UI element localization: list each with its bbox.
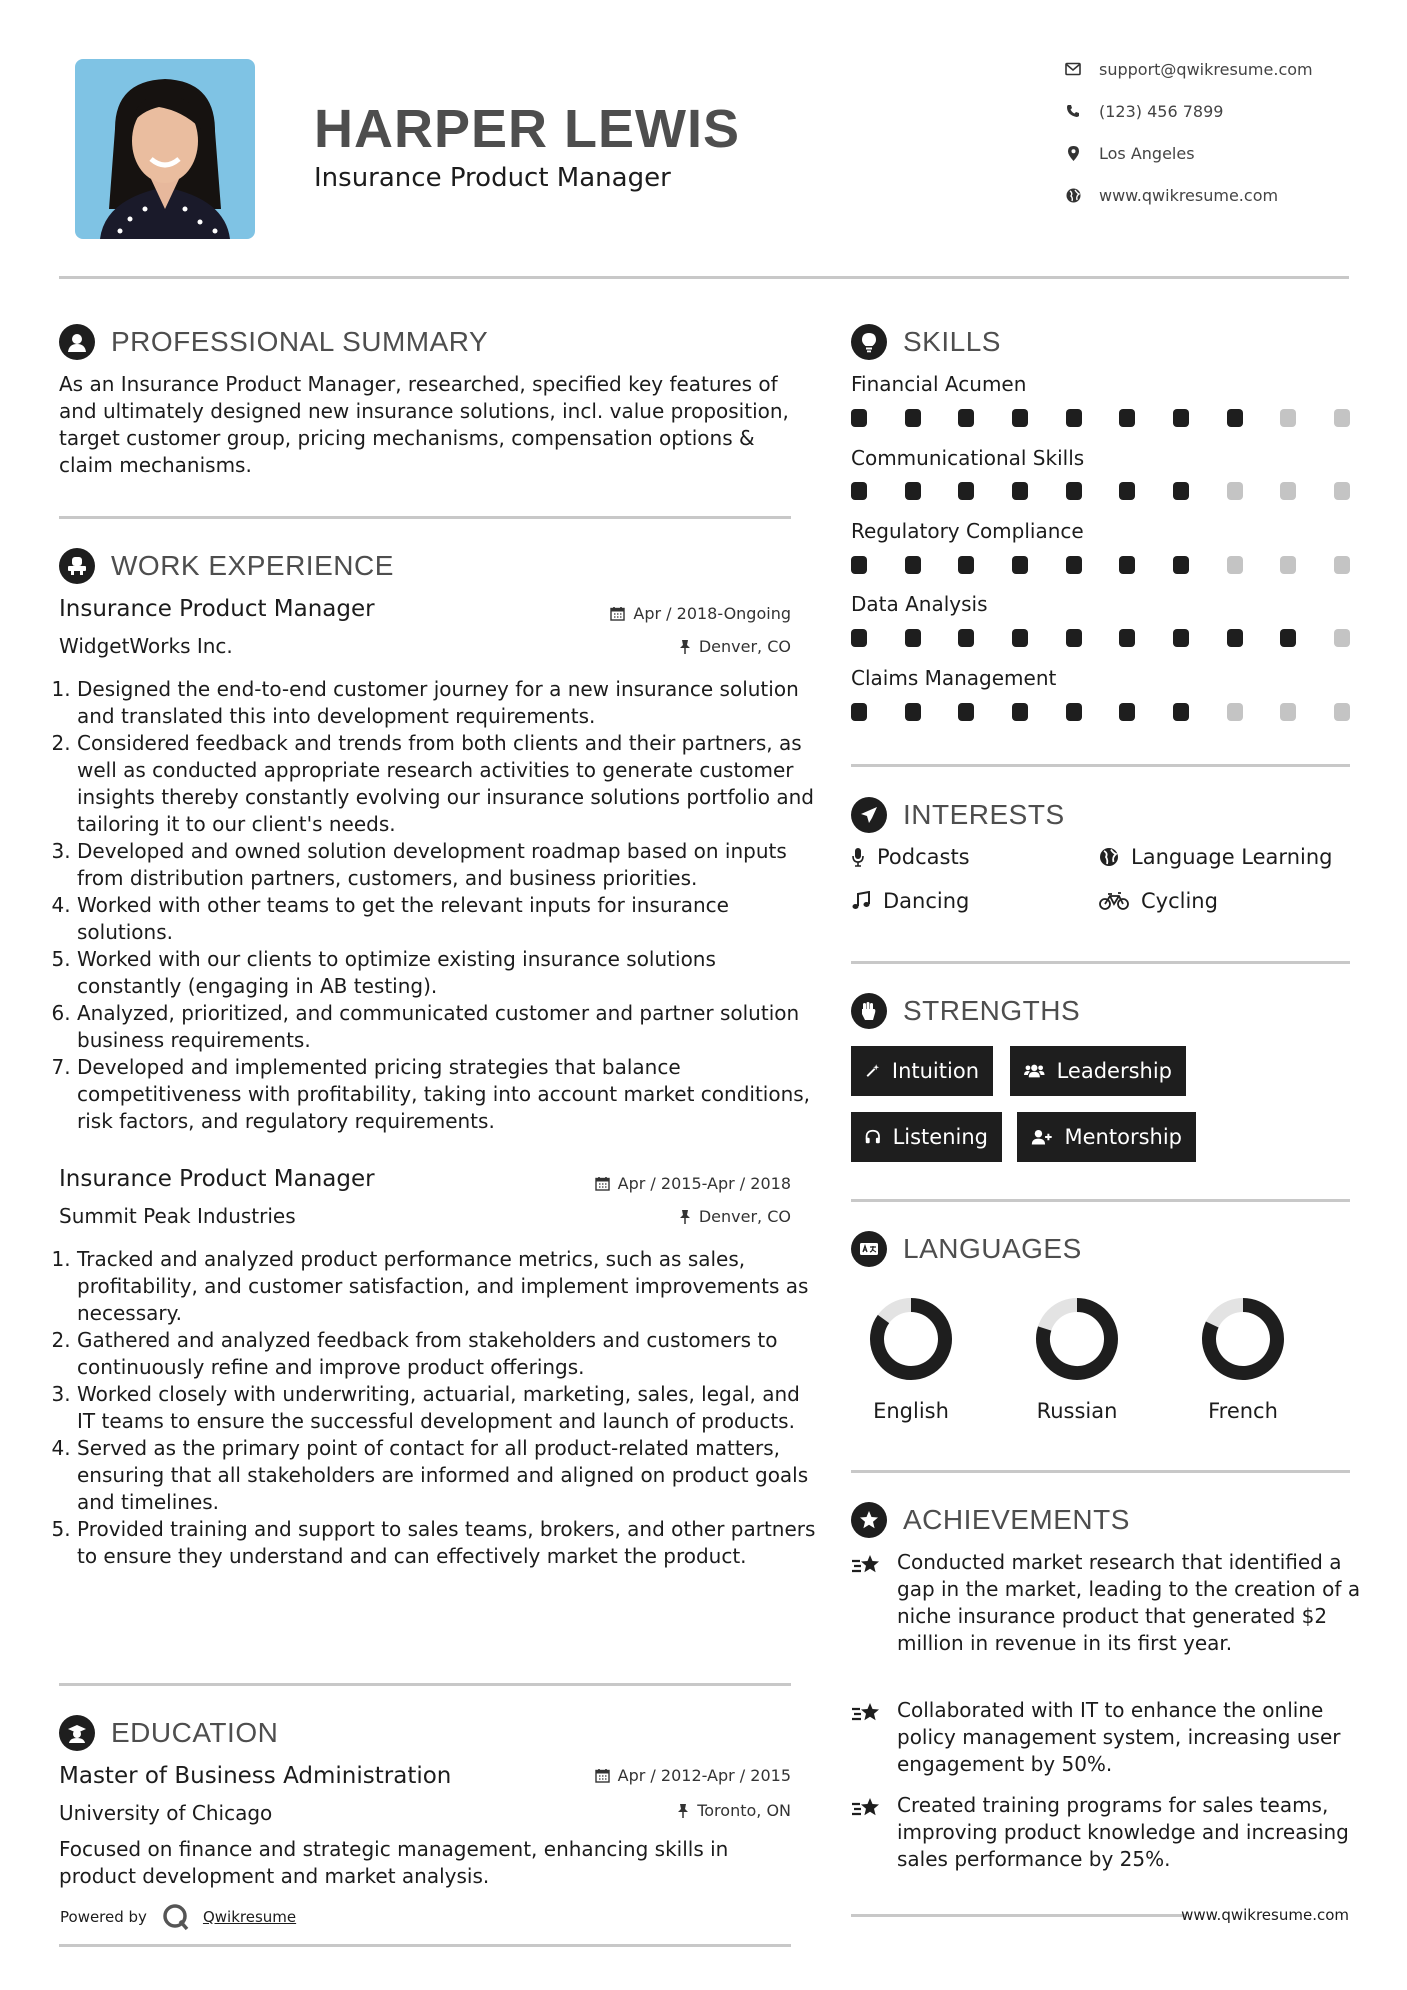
strength-tag-mentorship bbox=[1017, 1112, 1196, 1162]
language-english bbox=[841, 1295, 981, 1423]
contact-email[interactable] bbox=[1063, 57, 1313, 81]
skill-rating bbox=[851, 482, 1350, 500]
magic-wand-icon bbox=[865, 1061, 880, 1081]
skill-dot-filled bbox=[905, 556, 921, 574]
microphone-icon bbox=[851, 847, 865, 867]
education-heading bbox=[59, 1715, 278, 1751]
skill-rating bbox=[851, 703, 1350, 721]
experience-heading-text: WORK EXPERIENCE bbox=[111, 550, 394, 581]
education-school: University of Chicago bbox=[59, 1801, 273, 1825]
skill-dot-empty bbox=[1334, 703, 1350, 721]
skill-dot-filled bbox=[1066, 703, 1082, 721]
skill-dot-filled bbox=[851, 703, 867, 721]
skill-dot-filled bbox=[1173, 482, 1189, 500]
skill-dot-filled bbox=[1119, 556, 1135, 574]
list-item: 5. Provided training and support to sales teams, brokers, and other partners to ensure they understand and can effectively market the product. bbox=[77, 1516, 817, 1570]
language-russian bbox=[1007, 1295, 1147, 1423]
skill-dot-filled bbox=[1227, 629, 1243, 647]
interest-cycling bbox=[1099, 889, 1218, 913]
strengths-divider bbox=[851, 1199, 1350, 1202]
candidate-name: HARPER LEWIS bbox=[314, 99, 741, 159]
strength-tag-intuition bbox=[851, 1046, 993, 1096]
skills-divider bbox=[851, 764, 1350, 767]
education-location bbox=[677, 1801, 791, 1820]
contact-location bbox=[1063, 141, 1195, 165]
list-item: 4. Worked with other teams to get the relevant inputs for insurance solutions. bbox=[77, 892, 817, 946]
skill-dot-filled bbox=[851, 482, 867, 500]
calendar-icon bbox=[595, 1768, 610, 1783]
language-icon bbox=[851, 1231, 887, 1267]
skill-dot-filled bbox=[1066, 629, 1082, 647]
skill-dot-filled bbox=[1012, 629, 1028, 647]
skill-dot-empty bbox=[1334, 482, 1350, 500]
skill-dot-empty bbox=[1227, 482, 1243, 500]
job-1-company: WidgetWorks Inc. bbox=[59, 634, 233, 658]
achievement-item bbox=[851, 1697, 1361, 1778]
languages-divider bbox=[851, 1470, 1350, 1473]
footer-site-link[interactable]: www.qwikresume.com bbox=[1181, 1906, 1349, 1924]
list-item: 1. Tracked and analyzed product performance metrics, such as sales, profitability, and customer satisfaction, and implement improvements as necessary. bbox=[77, 1246, 817, 1327]
achievements-heading bbox=[851, 1502, 1130, 1538]
briefcase-icon bbox=[59, 548, 95, 584]
languages-heading-text: LANGUAGES bbox=[903, 1233, 1082, 1264]
job-2-dates bbox=[595, 1174, 791, 1193]
contact-website[interactable] bbox=[1063, 183, 1278, 207]
skill-dot-filled bbox=[1119, 409, 1135, 427]
skill-dot-empty bbox=[1334, 556, 1350, 574]
skill-dot-filled bbox=[851, 556, 867, 574]
interest-label: Language Learning bbox=[1131, 845, 1333, 869]
calendar-icon bbox=[595, 1176, 610, 1191]
achievement-text: Created training programs for sales teams, improving product knowledge and increasing sales performance by 25%. bbox=[897, 1793, 1349, 1871]
achievement-item bbox=[851, 1549, 1361, 1657]
qwikresume-logo-icon bbox=[161, 1902, 191, 1932]
skill-dot-filled bbox=[1280, 629, 1296, 647]
contact-email-text: support@qwikresume.com bbox=[1099, 59, 1313, 79]
summary-text: As an Insurance Product Manager, researched, specified key features of and ultimately designed new insurance solutions, incl. value proposition, target customer group, pricing mechanisms, compensation options & claim mechanisms. bbox=[59, 372, 789, 477]
education-text: Focused on finance and strategic management, enhancing skills in product development and market analysis. bbox=[59, 1837, 729, 1888]
summary-heading bbox=[59, 324, 488, 360]
list-item: 2. Gathered and analyzed feedback from stakeholders and customers to continuously refine and improve product offerings. bbox=[77, 1327, 817, 1381]
job-2-location-text: Denver, CO bbox=[698, 1207, 791, 1226]
bicycle-icon bbox=[1099, 891, 1129, 911]
skill-dot-filled bbox=[1012, 409, 1028, 427]
education-dates-text: Apr / 2012-Apr / 2015 bbox=[617, 1766, 791, 1785]
job-2-location bbox=[679, 1207, 791, 1226]
interest-label: Podcasts bbox=[877, 845, 970, 869]
list-item: 5. Worked with our clients to optimize existing insurance solutions constantly (engaging in AB testing). bbox=[77, 946, 817, 1000]
interest-dancing bbox=[851, 889, 969, 913]
pushpin-icon bbox=[677, 1803, 689, 1818]
achievements-heading-text: ACHIEVEMENTS bbox=[903, 1504, 1130, 1535]
skill-dot-filled bbox=[851, 409, 867, 427]
job-1-title: Insurance Product Manager bbox=[59, 596, 375, 622]
profile-photo bbox=[75, 59, 255, 239]
skill-dot-empty bbox=[1280, 556, 1296, 574]
language-ring bbox=[1033, 1295, 1121, 1383]
contact-phone-text: (123) 456 7899 bbox=[1099, 101, 1224, 121]
education-degree: Master of Business Administration bbox=[59, 1763, 452, 1789]
strength-label: Intuition bbox=[891, 1059, 979, 1083]
skill-dot-filled bbox=[1173, 556, 1189, 574]
summary-divider bbox=[59, 516, 791, 519]
calendar-icon bbox=[610, 606, 625, 621]
language-ring bbox=[867, 1295, 955, 1383]
footer-divider-left bbox=[59, 1944, 791, 1947]
skill-name: Claims Management bbox=[851, 666, 1057, 690]
shooting-star-icon bbox=[851, 1792, 885, 1873]
skill-dot-filled bbox=[905, 629, 921, 647]
strengths-heading-text: STRENGTHS bbox=[903, 995, 1081, 1026]
raised-fist-icon bbox=[851, 993, 887, 1029]
interest-label: Cycling bbox=[1141, 889, 1218, 913]
profile-photo-image bbox=[75, 59, 255, 239]
interest-label: Dancing bbox=[883, 889, 970, 913]
job-1-location-text: Denver, CO bbox=[698, 637, 791, 656]
interest-podcasts bbox=[851, 845, 970, 869]
header-divider bbox=[59, 276, 1349, 279]
list-item: 7. Developed and implemented pricing strategies that balance competitiveness with profitability, taking into account market conditions, risk factors, and regulatory requirements. bbox=[77, 1054, 817, 1135]
skill-dot-empty bbox=[1227, 556, 1243, 574]
skill-dot-filled bbox=[1173, 703, 1189, 721]
skill-dot-empty bbox=[1280, 703, 1296, 721]
headphones-icon bbox=[865, 1127, 881, 1147]
globe-icon bbox=[1099, 847, 1119, 867]
job-2-bullets bbox=[59, 1246, 817, 1570]
skill-dot-filled bbox=[905, 482, 921, 500]
phone-icon bbox=[1063, 104, 1083, 118]
music-note-icon bbox=[851, 891, 871, 911]
star-badge-icon bbox=[851, 1502, 887, 1538]
education-dates bbox=[595, 1766, 791, 1785]
shooting-star-icon bbox=[851, 1697, 885, 1778]
job-2-title: Insurance Product Manager bbox=[59, 1166, 375, 1192]
achievement-text: Collaborated with IT to enhance the online policy management system, increasing user engagement by 50%. bbox=[897, 1698, 1341, 1776]
strength-label: Leadership bbox=[1056, 1059, 1172, 1083]
interest-language-learning bbox=[1099, 845, 1332, 869]
education-location-text: Toronto, ON bbox=[697, 1801, 791, 1820]
skill-dot-filled bbox=[958, 703, 974, 721]
skill-rating bbox=[851, 556, 1350, 574]
language-label: French bbox=[1208, 1399, 1278, 1423]
skill-dot-empty bbox=[1334, 629, 1350, 647]
skill-dot-filled bbox=[958, 409, 974, 427]
contact-website-text: www.qwikresume.com bbox=[1099, 185, 1279, 205]
languages-heading bbox=[851, 1231, 1082, 1267]
summary-heading-text: PROFESSIONAL SUMMARY bbox=[111, 326, 489, 357]
list-item: 3. Developed and owned solution development roadmap based on inputs from distribution partners, customers, and business priorities. bbox=[77, 838, 817, 892]
contact-phone[interactable] bbox=[1063, 99, 1223, 123]
skill-dot-filled bbox=[1227, 409, 1243, 427]
experience-divider bbox=[59, 1683, 791, 1686]
interests-heading-text: INTERESTS bbox=[903, 799, 1065, 830]
skill-dot-empty bbox=[1227, 703, 1243, 721]
globe-icon bbox=[1063, 188, 1083, 203]
shooting-star-icon bbox=[851, 1549, 885, 1657]
skill-dot-filled bbox=[1012, 482, 1028, 500]
contact-location-text: Los Angeles bbox=[1099, 143, 1195, 163]
powered-by-label: Powered by bbox=[60, 1908, 147, 1926]
language-ring bbox=[1199, 1295, 1287, 1383]
graduate-icon bbox=[59, 1715, 95, 1751]
strength-tag-leadership bbox=[1010, 1046, 1186, 1096]
envelope-icon bbox=[1063, 62, 1083, 76]
skill-dot-filled bbox=[905, 703, 921, 721]
footer-divider-right bbox=[851, 1914, 1186, 1917]
job-2-company: Summit Peak Industries bbox=[59, 1204, 296, 1228]
powered-by bbox=[60, 1902, 296, 1932]
skill-dot-filled bbox=[1119, 629, 1135, 647]
lightbulb-icon bbox=[851, 324, 887, 360]
users-icon bbox=[1024, 1061, 1045, 1081]
skill-dot-filled bbox=[958, 482, 974, 500]
language-french bbox=[1173, 1295, 1313, 1423]
skill-dot-filled bbox=[1173, 409, 1189, 427]
skill-dot-filled bbox=[1066, 556, 1082, 574]
skills-heading bbox=[851, 324, 1001, 360]
skill-dot-filled bbox=[1012, 703, 1028, 721]
map-pin-icon bbox=[1063, 146, 1083, 161]
skill-rating bbox=[851, 409, 1350, 427]
user-icon bbox=[59, 324, 95, 360]
skill-dot-empty bbox=[1280, 409, 1296, 427]
pushpin-icon bbox=[679, 1209, 691, 1224]
skill-name: Financial Acumen bbox=[851, 372, 1027, 396]
interests-heading bbox=[851, 797, 1065, 833]
skills-heading-text: SKILLS bbox=[903, 326, 1001, 357]
list-item: 3. Worked closely with underwriting, actuarial, marketing, sales, legal, and IT teams to ensure the successful development and launch of products. bbox=[77, 1381, 817, 1435]
skill-dot-empty bbox=[1280, 482, 1296, 500]
skill-rating bbox=[851, 629, 1350, 647]
skill-dot-filled bbox=[1012, 556, 1028, 574]
skill-dot-filled bbox=[1066, 409, 1082, 427]
list-item: 2. Considered feedback and trends from both clients and their partners, as well as conducted appropriate research activities to generate customer insights thereby constantly evolving our insurance solutions portfolio and tailoring it to our client's needs. bbox=[77, 730, 817, 838]
user-plus-icon bbox=[1031, 1127, 1053, 1147]
skill-dot-filled bbox=[1066, 482, 1082, 500]
education-heading-text: EDUCATION bbox=[111, 1717, 279, 1748]
skill-dot-filled bbox=[851, 629, 867, 647]
language-label: English bbox=[873, 1399, 949, 1423]
skill-dot-filled bbox=[958, 629, 974, 647]
experience-heading bbox=[59, 548, 394, 584]
skill-dot-filled bbox=[1173, 629, 1189, 647]
language-label: Russian bbox=[1036, 1399, 1118, 1423]
skill-name: Regulatory Compliance bbox=[851, 519, 1084, 543]
job-2-dates-text: Apr / 2015-Apr / 2018 bbox=[617, 1174, 791, 1193]
job-1-location bbox=[679, 637, 791, 656]
strength-label: Listening bbox=[892, 1125, 988, 1149]
strength-tag-listening bbox=[851, 1112, 1002, 1162]
paper-plane-icon bbox=[851, 797, 887, 833]
skill-dot-empty bbox=[1334, 409, 1350, 427]
list-item: 1. Designed the end-to-end customer journey for a new insurance solution and translated this into development requirements. bbox=[77, 676, 817, 730]
strength-label: Mentorship bbox=[1064, 1125, 1182, 1149]
job-1-dates-text: Apr / 2018-Ongoing bbox=[633, 604, 791, 623]
achievement-text: Conducted market research that identified a gap in the market, leading to the creation of a niche insurance product that generated $2 million in revenue in its first year. bbox=[897, 1550, 1361, 1655]
skill-dot-filled bbox=[1119, 482, 1135, 500]
job-1-bullets bbox=[59, 676, 817, 1135]
pushpin-icon bbox=[679, 639, 691, 654]
job-1-dates bbox=[610, 604, 791, 623]
skill-dot-filled bbox=[1119, 703, 1135, 721]
skill-name: Data Analysis bbox=[851, 592, 988, 616]
interests-divider bbox=[851, 961, 1350, 964]
qwikresume-link[interactable]: Qwikresume bbox=[202, 1908, 297, 1926]
list-item: 4. Served as the primary point of contact for all product-related matters, ensuring that all stakeholders are informed and aligned on product goals and timelines. bbox=[77, 1435, 817, 1516]
skill-dot-filled bbox=[958, 556, 974, 574]
list-item: 6. Analyzed, prioritized, and communicated customer and partner solution business requirements. bbox=[77, 1000, 817, 1054]
strengths-heading bbox=[851, 993, 1080, 1029]
candidate-title: Insurance Product Manager bbox=[314, 163, 671, 193]
skill-name: Communicational Skills bbox=[851, 446, 1085, 470]
achievement-item bbox=[851, 1792, 1361, 1873]
skill-dot-filled bbox=[905, 409, 921, 427]
